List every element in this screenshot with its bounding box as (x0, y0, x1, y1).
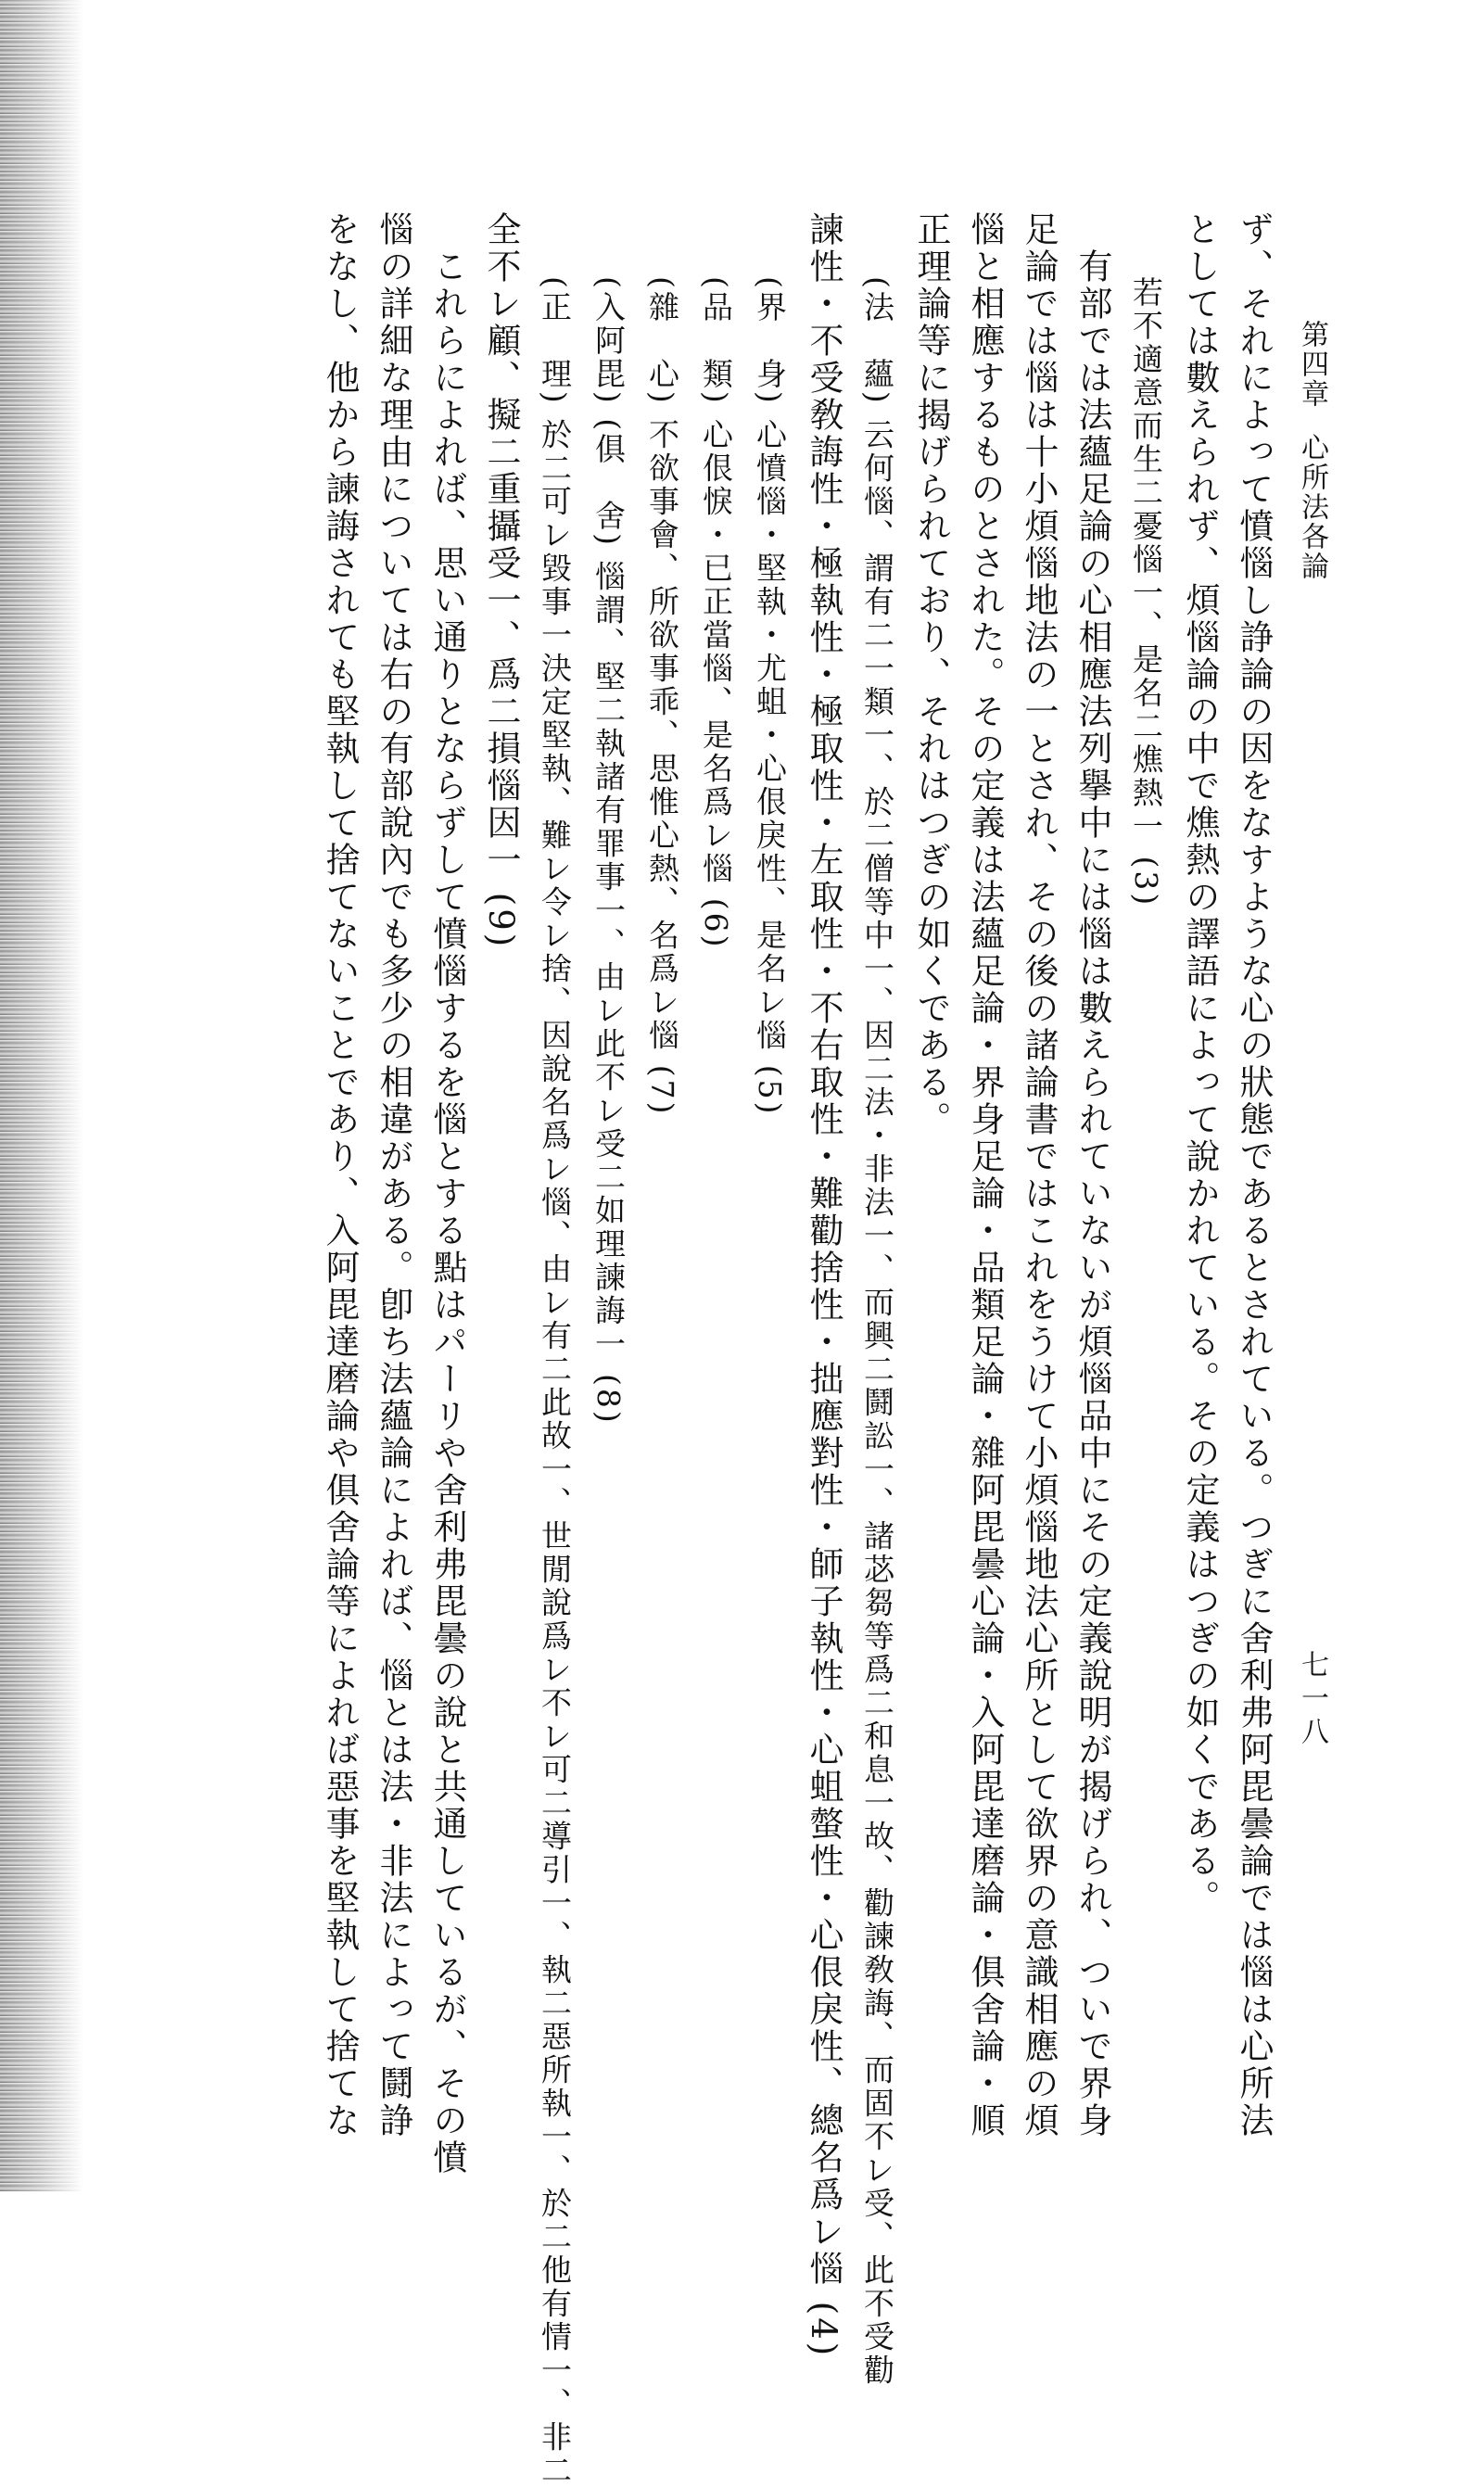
chapter-label: 第四章 (1296, 320, 1328, 409)
chapter-title: 心所法各論 (1296, 433, 1328, 581)
citation-line-kaishin: (界 身) 心憤惱・堅執・尤蛆・心佷戾性、是名レ惱 (5) (752, 276, 788, 1117)
body-text (312, 211, 1280, 2487)
quotation-line: 若不適意而生二憂惱一、是名二燋熱一 (3) (1128, 276, 1164, 908)
citation-line-nyuabi-kusha: (入阿毘) (俱 舍) 惱謂、堅二執諸有罪事一、由レ此不レ受二如理諫誨一 (8) (590, 276, 627, 1426)
citation-line-hoon: (法 蘊) 云何惱、謂有二一類一、於二僧等中一、因二法・非法一、而興二鬪訟一、諸苾芻等爲二和息一故、勸諫敎誨、而固不レ受、此不受勸 (859, 276, 895, 2388)
paragraph-start-line: これらによれば、思い通りとならずして憤惱するを惱とする點はパーリや舍利弗毘曇の說と共通しているが、その憤 (427, 248, 467, 2176)
citation-line-continued: 全不レ顧、擬二重攝受一、爲二損惱因一 (9) (481, 211, 521, 950)
scan-shadow-edge (0, 0, 83, 2191)
citation-line-shouri: (正 理) 於二可レ毀事一決定堅執、難レ令レ捨、因說名爲レ惱、由レ有二此故一、世閒說爲レ不レ可二導引一、執二惡所執一、於二他有情一、非二 (537, 276, 573, 2487)
citation-line-zoushin: (雜 心) 不欲事會、所欲事乖、思惟心熱、名爲レ惱 (7) (644, 276, 680, 1117)
citation-line-continued: 諫性・不受敎誨性・極執性・極取性・左取性・不右取性・難勸捨性・拙應對性・師子執性・心蛆螫性・心佷戾性、總名爲レ惱 (4) (804, 211, 843, 2359)
text-line: 正理論等に揭げられており、それはつぎの如くである。 (911, 211, 951, 1138)
paragraph-start-line: 有部では法蘊足論の心相應法列擧中には惱は數えられていないが煩惱品中にその定義說明が揭げられ、ついで界身 (1072, 248, 1112, 2139)
text-line: 惱の詳細な理由については右の有部說內でも多少の相違がある。卽ち法蘊論によれば、惱とは法・非法によって鬪諍 (374, 211, 413, 2139)
citation-line-hinrui: (品 類) 心佷悷・已正當惱、是名爲レ惱 (6) (698, 276, 734, 950)
text-line: ず、それによって憤惱し諍論の因をなすような心の狀態であるとされている。つぎに舍利弗阿毘曇論では惱は心所法 (1234, 211, 1274, 2139)
running-head (1293, 320, 1330, 581)
text-line: をなし、他から諫誨されても堅執して捨てないことであり、入阿毘達磨論や俱舍論等によれば惡事を堅執して捨てな (320, 211, 360, 2139)
text-line: としては數えられず、煩惱論の中で燋熱の譯語によって說かれている。その定義はつぎの如くである。 (1180, 211, 1220, 1917)
page-number: 七一八 (1296, 1650, 1328, 1750)
text-line: 惱と相應するものとされた。その定義は法蘊足論・界身足論・品類足論・雜阿毘曇心論・入阿毘達磨論・俱舍論・順 (965, 211, 1005, 2139)
text-line: 足論では惱は十小煩惱地法の一とされ、その後の諸論書ではこれをうけて小煩惱地法心所として欲界の意識相應の煩 (1019, 211, 1059, 2139)
